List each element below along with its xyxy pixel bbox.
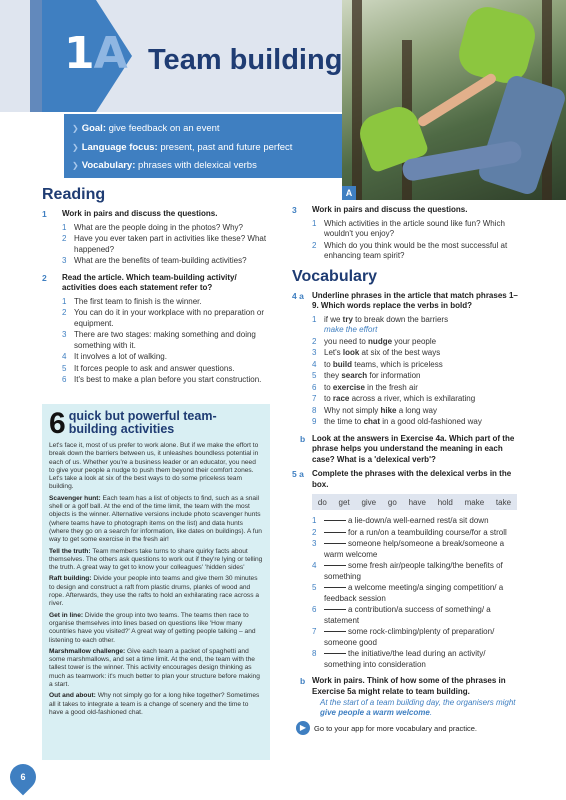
gap-fill-item: 2 for a run/on a teambuilding course/for a stroll <box>312 527 507 537</box>
list-item: 3 Let's look at six of the best ways <box>312 348 441 357</box>
gap-fill-item: 5 a welcome meeting/a singing competition/ a feedback session <box>312 583 504 603</box>
chevron-right-icon: ❯ <box>72 142 79 152</box>
exercise-1: 1 Work in pairs and discuss the questions. <box>42 209 218 219</box>
word-box-item: take <box>495 497 512 507</box>
article-paragraph: Tell the truth: Team members take turns to share quirky facts about themselves. The others ask questions to work out if they're lying or telling the truth. A great way to get to know your colleagues' 'hidden sides' <box>49 547 263 572</box>
example-answer: At the start of a team building day, the organisers might give people a warm welcome. <box>320 698 516 717</box>
list-item: 1 if we try to break down the barriers make the effort <box>312 314 449 334</box>
list-item: 4 to build teams, which is priceless <box>312 359 443 369</box>
vocabulary-heading: Vocabulary <box>292 267 378 285</box>
article-paragraph: Marshmallow challenge: Give each team a packet of spaghetti and some marshmallows, and set a time limit. At the end, the team with the tallest tower is the winner. This activity encourages design thinking as much as teamwork: it's much better to plan your structure before making a start. <box>49 647 260 689</box>
answer-blank[interactable] <box>324 543 346 544</box>
list-item: 4 It involves a lot of walking. <box>62 352 167 361</box>
answer-blank[interactable] <box>324 653 346 654</box>
app-note[interactable]: ▶ Go to your app for more vocabulary and practice. <box>292 721 522 735</box>
exercise-3-items <box>292 219 522 262</box>
exercise-3: 3 Work in pairs and discuss the questions. <box>292 205 468 215</box>
chevron-right-icon: ❯ <box>72 124 79 133</box>
app-icon: ▶ <box>296 721 310 735</box>
exercise-5a: 5 a Complete the phrases with the delexical verbs in the box. <box>292 469 512 489</box>
right-column <box>292 205 522 735</box>
article-header <box>49 407 263 440</box>
word-box-item: get <box>338 497 350 507</box>
page-number: 6 <box>20 772 26 782</box>
article-number: 6 <box>49 407 66 440</box>
list-item: 3 There are two stages: making something and doing something with it. <box>62 330 256 350</box>
example-answer: make the effort <box>324 325 378 334</box>
article-paragraph: Out and about: Why not simply go for a long hike together? Sometimes all it takes to integrate a team is a change of scenery and the time to have a good old-fashioned chat. <box>49 692 260 716</box>
list-item: 2 You can do it in your workplace with no preparation or equipment. <box>62 308 265 328</box>
answer-blank[interactable] <box>324 609 346 610</box>
article-paragraph: Let's face it, most of us prefer to work alone. But if we make the effort to break down the barriers between us, it unleashes boundless potential in each of us. Whether you're a business leader or an educator, you need to give your people a nudge to push them beyond their comfort zones. Let's take a look at six of the best ways to do some priceless team building. <box>49 442 259 491</box>
exercise-2-items <box>42 297 272 386</box>
gap-fill-item: 6 a contribution/a success of something/ a statement <box>312 605 491 625</box>
word-box-item: go <box>387 497 397 507</box>
list-item: 3 What are the benefits of team-building activities? <box>62 256 247 265</box>
gap-fill-item: 8 the initiative/the lead during an activity/ something into consideration <box>312 649 486 669</box>
article-title: quick but powerful team-building activities <box>68 409 217 436</box>
answer-blank[interactable] <box>324 532 346 533</box>
goals-panel <box>64 114 342 178</box>
exercise-4a: 4 a Underline phrases in the article that match phrases 1–9. Which words replace the verbs in bold? <box>292 290 518 310</box>
list-item: 6 to exercise in the fresh air <box>312 382 418 392</box>
unit-header <box>0 0 566 200</box>
list-item: 1 The first team to finish is the winner. <box>62 296 202 306</box>
word-box-item: do <box>317 497 327 507</box>
list-item: 6 It's best to make a plan before you start construction. <box>62 375 262 384</box>
article-paragraph: Scavenger hunt: Each team has a list of objects to find, such as a snail shell or a golf ball. At the end of the time limit, the team with the most objects is the winner. Alternative versions include photo scavenger hunts (where teams have to photograph items on the list) and data hunts (where they go on a search for information, like dates on buildings). A fun way to get some exercise in the fresh air! <box>49 494 262 544</box>
exercise-2: 2 Read the article. Which team-building activity/ activities does each statement refer to? <box>42 272 237 292</box>
word-box-item: make <box>464 497 485 507</box>
gap-fill-item: 7 some rock-climbing/plenty of preparation/ someone good <box>312 627 495 647</box>
list-item: 8 Why not simply hike a long way <box>312 405 437 415</box>
exercise-5a-items <box>292 516 522 670</box>
gap-fill-item: 1 a lie-down/a well-earned rest/a sit down <box>312 516 489 525</box>
exercise-1-items <box>42 223 272 267</box>
exercise-4b: b Look at the answers in Exercise 4a. Which part of the phrase helps you understand the meaning in each case? What is a 'delexical verb'? <box>300 433 515 464</box>
chevron-right-icon: ❯ <box>72 161 79 170</box>
answer-blank[interactable] <box>324 520 346 521</box>
article-box <box>42 404 270 760</box>
list-item: 2 Which do you think would be the most successful at enhancing team spirit? <box>312 240 508 260</box>
list-item: 2 Have you ever taken part in activities like these? What happened? <box>62 234 267 254</box>
answer-blank[interactable] <box>324 631 346 632</box>
word-box-item: hold <box>437 497 453 507</box>
word-box <box>312 494 517 510</box>
list-item: 9 the time to chat in a good old-fashioned way <box>312 417 482 426</box>
word-box-item: give <box>361 497 377 507</box>
gap-fill-item: 3 someone help/someone a break/someone a warm welcome <box>312 539 505 559</box>
reading-heading: Reading <box>42 186 106 203</box>
list-item: 1 Which activities in the article sound like fun? Which wouldn't you enjoy? <box>312 218 505 238</box>
unit-title: Team building <box>148 44 343 76</box>
list-item: 5 It forces people to ask and answer questions. <box>62 363 235 373</box>
list-item: 5 they search for information <box>312 371 421 380</box>
article-paragraph: Raft building: Divide your people into teams and give them 30 minutes to design and construct a raft from plastic drums, planks of wood and rope. Afterwards, they use the rafts to hold an exhilarating race across a river. <box>49 575 260 608</box>
exercise-4a-items <box>292 315 522 428</box>
list-item: 2 you need to nudge your people <box>312 336 437 346</box>
team-photo <box>342 0 566 200</box>
photo-label: A <box>342 186 356 200</box>
list-item: 7 to race across a river, which is exhilarating <box>312 394 476 403</box>
unit-number: 1A <box>64 28 127 79</box>
list-item: 1 What are the people doing in the photos? Why? <box>62 222 243 232</box>
reading-section <box>42 186 272 392</box>
vocabulary-row: ❯ Vocabulary: phrases with delexical verbs <box>72 160 257 171</box>
language-focus-row: ❯ Language focus: present, past and future perfect <box>72 141 293 153</box>
exercise-5b: b Work in pairs. Think of how some of the phrases in Exercise 5a might relate to team building. <box>300 676 506 696</box>
answer-blank[interactable] <box>324 587 346 588</box>
article-paragraph: Get in line: Divide the group into two teams. The teams then race to organise themselves into lines based on questions like 'How many countries have you visited?' A great way of getting people talking – and listening to each other. <box>49 611 256 644</box>
gap-fill-item: 4 some fresh air/people talking/the benefits of something <box>312 561 503 581</box>
goal-row: ❯ Goal: give feedback on an event <box>72 123 220 134</box>
word-box-item: have <box>408 497 426 507</box>
answer-blank[interactable] <box>324 565 346 566</box>
